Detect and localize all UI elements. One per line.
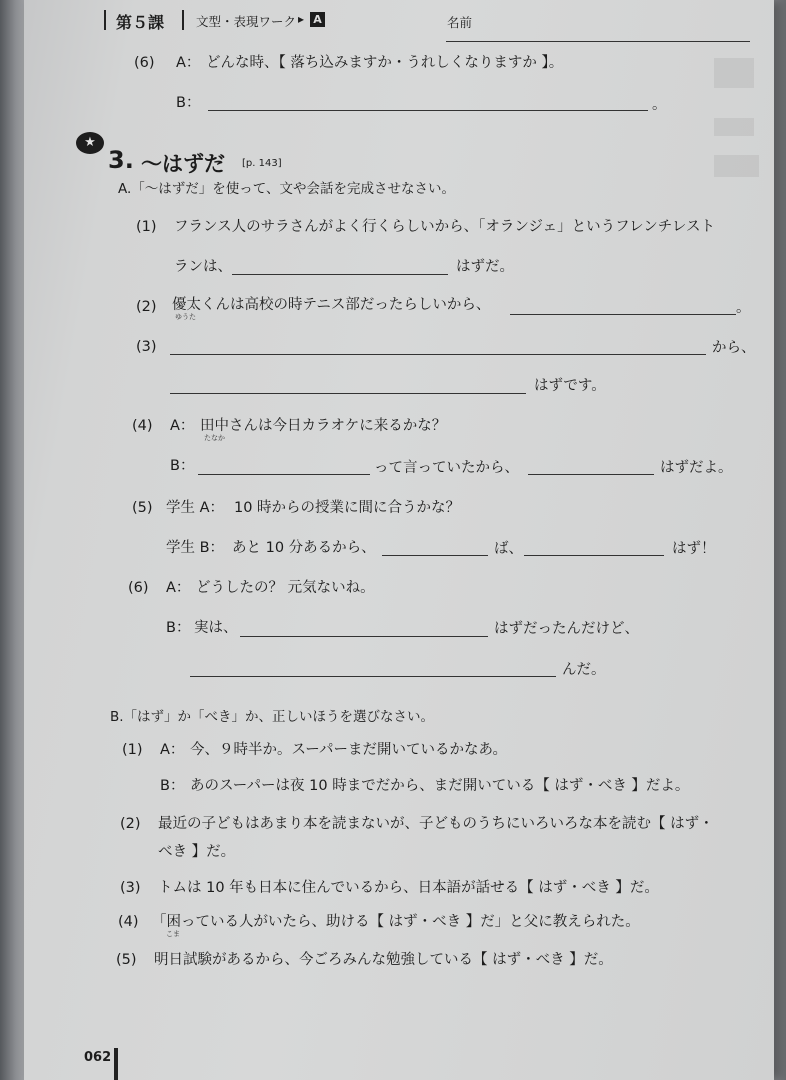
b1-a-label: A：: [160, 742, 185, 758]
part-a-instruction: A.「～はずだ」を使って、文や会話を完成させなさい。: [118, 181, 456, 197]
a3-number: (3): [136, 339, 157, 355]
section-title: ～はずだ: [141, 152, 225, 176]
a5-end: はず！: [672, 541, 716, 557]
q6-b-label: B：: [176, 95, 201, 111]
a3-end2: はずです。: [534, 378, 606, 394]
furigana: こま: [166, 930, 180, 938]
b2-line2: べき 】だ。: [158, 844, 236, 860]
show-through-shade: [714, 58, 754, 88]
b1-number: (1): [122, 742, 143, 758]
a4-b-label: B：: [170, 458, 195, 474]
a6-b-text: 実は、: [194, 620, 238, 636]
section-number: 3.: [108, 146, 134, 174]
a4-a-label: A：: [170, 418, 195, 434]
answer-line: [170, 393, 526, 394]
a1-line2-start: ランは、: [174, 259, 232, 275]
b2-line1: 最近の子どもはあまり本を読まないが、子どものうちにいろいろな本を読む【 はず・: [158, 816, 714, 832]
a6-a-text: どうしたの？ 元気ないね。: [196, 580, 375, 596]
a4-a-text: 田中さんは今日カラオケに来るかな？: [200, 418, 447, 434]
answer-line: [208, 110, 648, 111]
b3-number: (3): [120, 880, 141, 896]
part-badge: A: [310, 12, 325, 27]
star-icon: ★: [76, 132, 104, 154]
header-divider: [104, 10, 106, 30]
answer-line: [190, 676, 556, 677]
b1-b-label: B：: [160, 778, 185, 794]
a5-a-label: 学生 A：: [166, 500, 225, 516]
a1-number: (1): [136, 219, 157, 235]
b4-number: (4): [118, 914, 139, 930]
a4-end: はずだよ。: [660, 460, 733, 476]
q6-a-text: どんな時、【 落ち込みますか・うれしくなりますか 】。: [206, 55, 564, 71]
answer-line: [510, 314, 736, 315]
a5-b-label: 学生 B：: [166, 540, 225, 556]
a6-end: んだ。: [562, 662, 606, 678]
b3-text: トムは 10 年も日本に住んでいるから、日本語が話せる【 はず・べき 】だ。: [158, 880, 659, 896]
show-through-shade: [714, 118, 754, 136]
part-b-instruction: B.「はず」か「べき」か、正しいほうを選びなさい。: [110, 709, 435, 725]
book-edge-right: [772, 0, 786, 1080]
b5-number: (5): [116, 952, 137, 968]
answer-line: [382, 555, 488, 556]
a5-b-text: あと 10 分あるから、: [232, 540, 376, 556]
answer-line: [170, 354, 706, 355]
sentence-end: 。: [652, 97, 667, 113]
lesson-number: 第５課: [116, 13, 165, 32]
a5-number: (5): [132, 500, 153, 516]
answer-line: [528, 474, 654, 475]
b5-text: 明日試験があるから、今ごろみんな勉強している【 はず・べき 】だ。: [154, 952, 613, 968]
a1-line1: フランス人のサラさんがよく行くらしいから、「オランジェ」というフレンチレスト: [174, 219, 715, 235]
arrow-icon: ▸: [298, 12, 305, 26]
a5-mid: ば、: [494, 541, 523, 557]
footer-bar: [114, 1048, 118, 1080]
header-divider: [182, 10, 184, 30]
a2-number: (2): [136, 299, 157, 315]
name-label: 名前: [447, 15, 473, 30]
sentence-end: 。: [736, 300, 751, 316]
a4-number: (4): [132, 418, 153, 434]
b4-text: 「困っている人がいたら、助ける【 はず・べき 】だ」と父に教えられた。: [152, 914, 640, 930]
a6-a-label: A：: [166, 580, 191, 596]
section-name: 文型・表現ワーク: [196, 14, 297, 29]
answer-line: [232, 274, 448, 275]
a4-mid: って言っていたから、: [374, 460, 519, 476]
a6-b-label: B：: [166, 620, 191, 636]
page-reference: [p. 143]: [242, 158, 282, 169]
b1-a-text: 今、９時半か。スーパーまだ開いているかなあ。: [190, 742, 507, 758]
a6-number: (6): [128, 580, 149, 596]
a6-mid: はずだったんだけど、: [494, 621, 639, 637]
answer-line: [524, 555, 664, 556]
answer-line: [198, 474, 370, 475]
show-through-shade: [714, 155, 759, 177]
page-number: 062: [84, 1050, 112, 1065]
furigana: たなか: [204, 434, 225, 442]
q6-a-label: A：: [176, 55, 201, 71]
answer-line: [240, 636, 488, 637]
a1-line2-end: はずだ。: [456, 259, 514, 275]
a2-text: 優太くんは高校の時テニス部だったらしいから、: [172, 297, 491, 313]
b1-b-text: あのスーパーは夜 10 時までだから、まだ開いている【 はず・べき 】だよ。: [190, 778, 690, 794]
a5-a-text: 10 時からの授業に間に合うかな？: [234, 500, 461, 516]
a3-end1: から、: [712, 340, 756, 356]
furigana: ゆうた: [175, 313, 196, 321]
b2-number: (2): [120, 816, 141, 832]
q6-number: (6): [134, 55, 155, 71]
name-field-line: [446, 41, 750, 42]
